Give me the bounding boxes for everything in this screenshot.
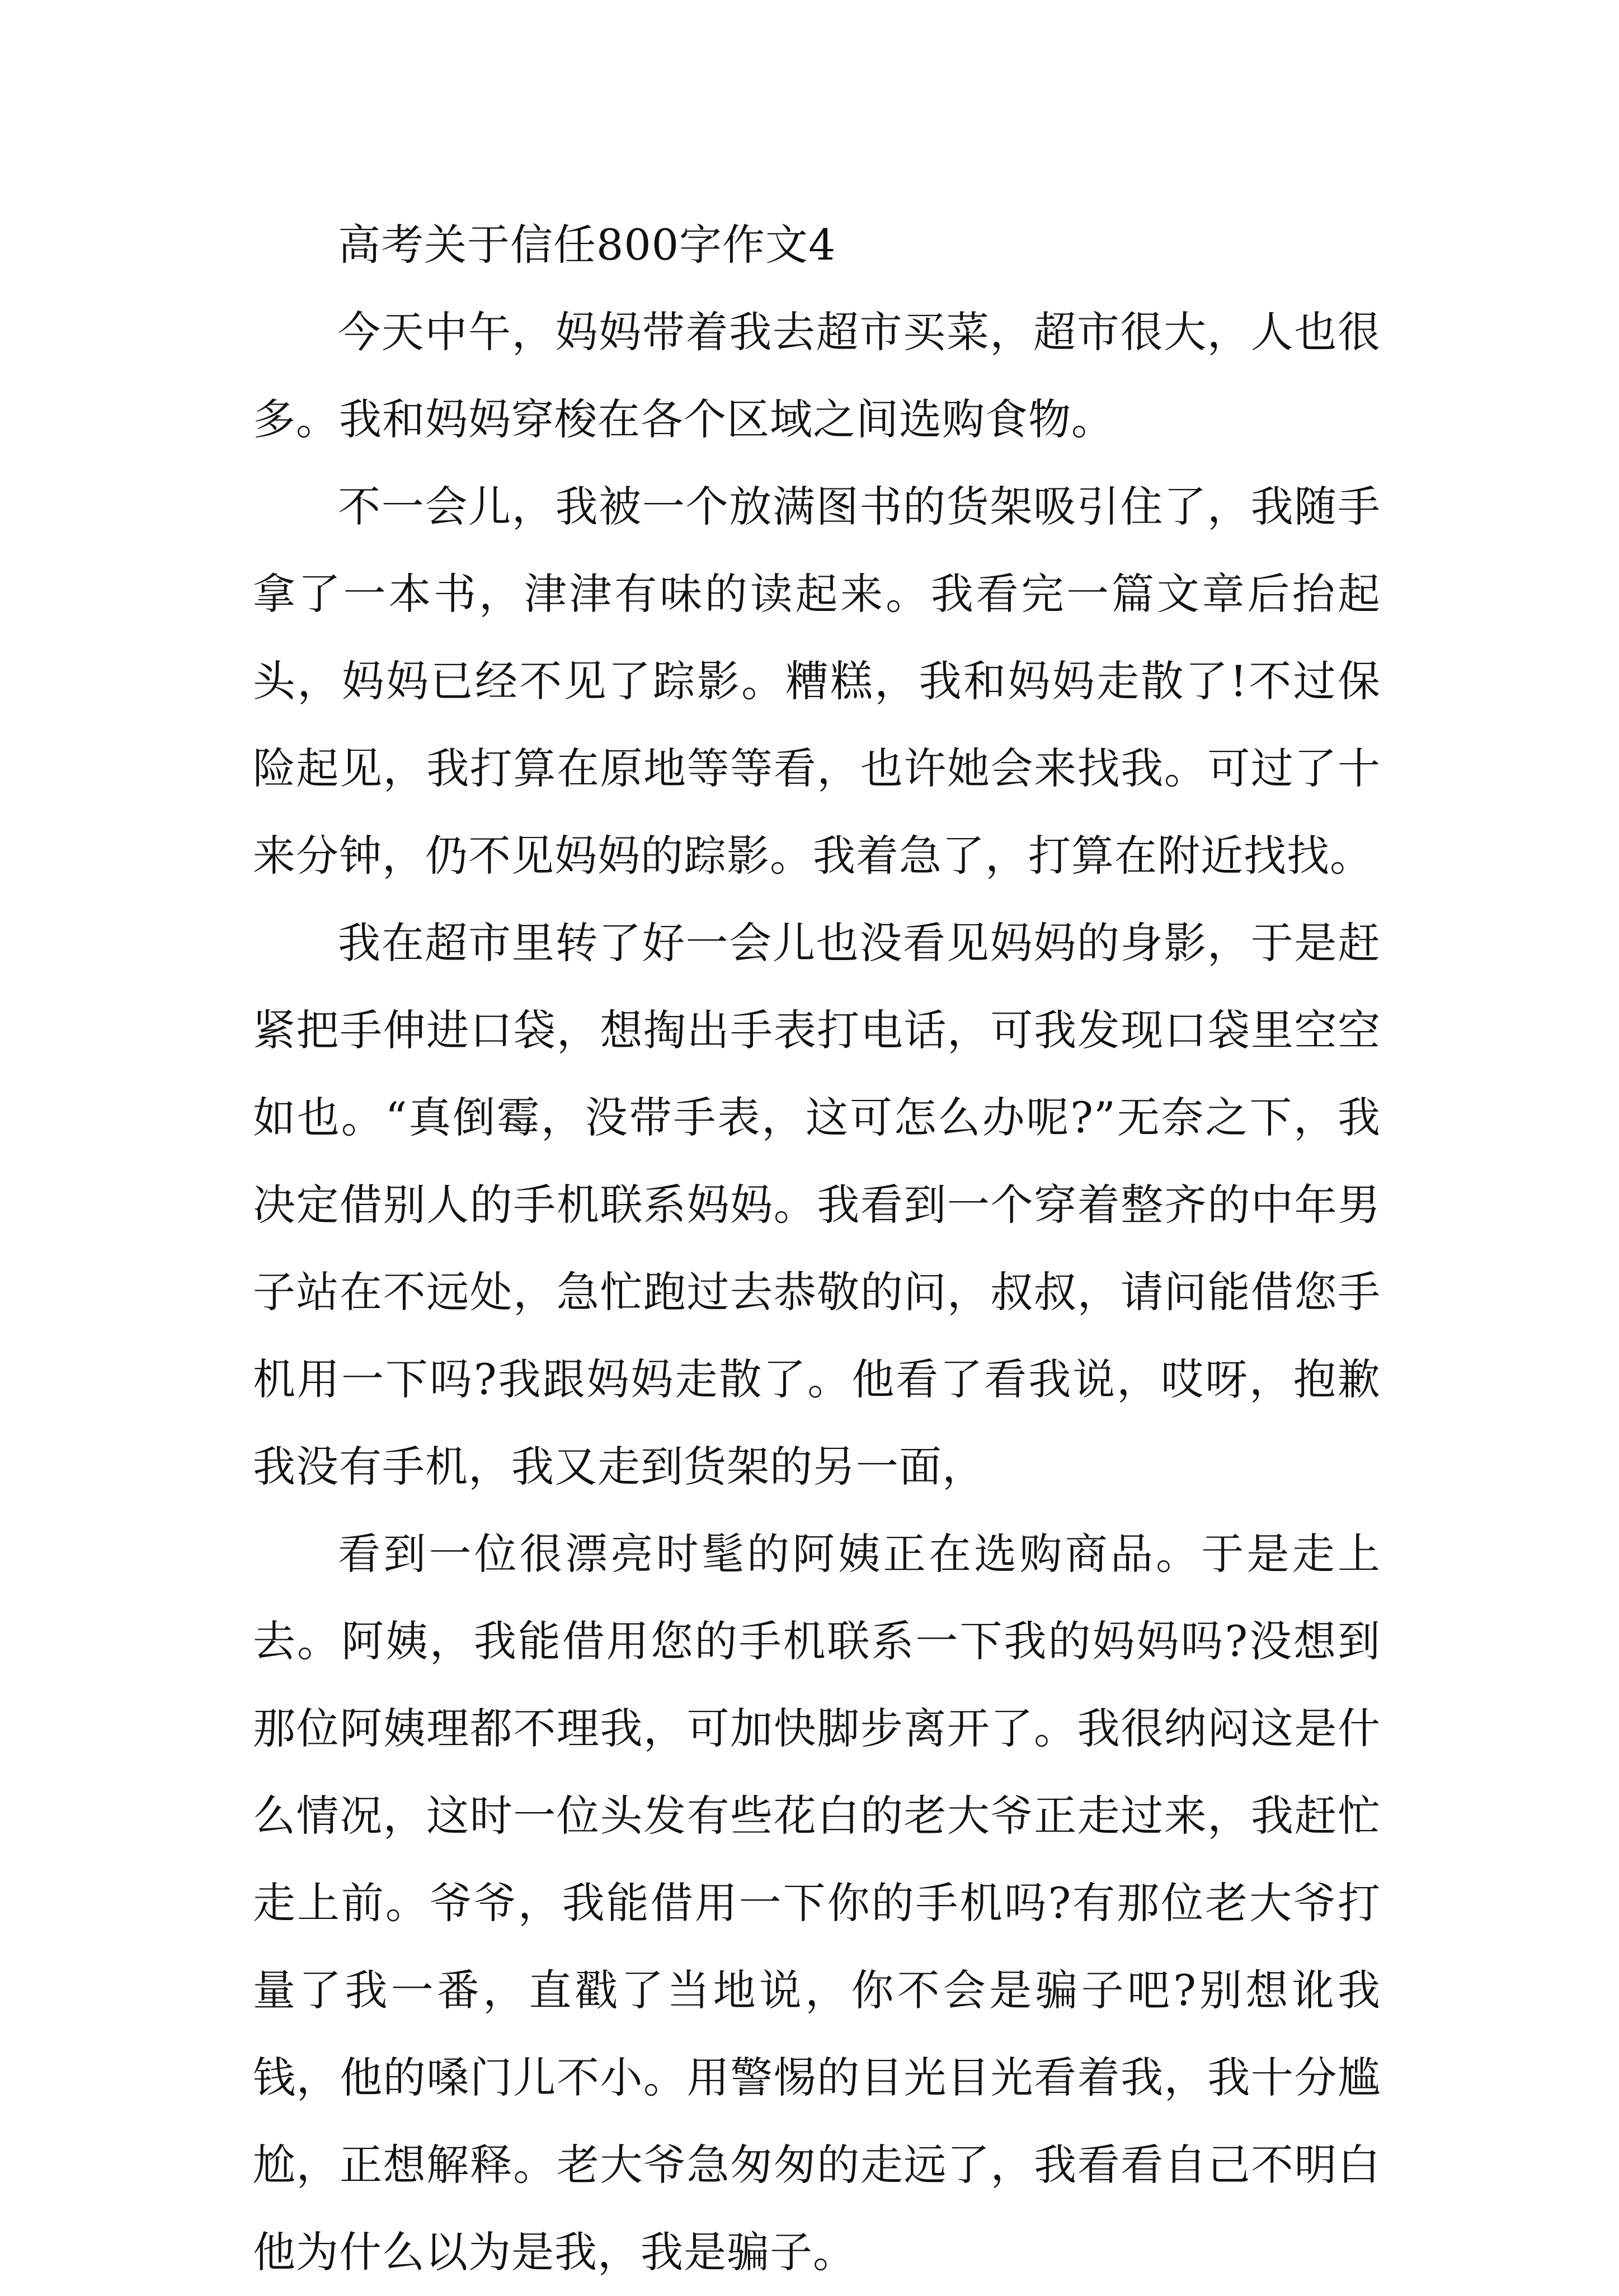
paragraph-4: 看到一位很漂亮时髦的阿姨正在选购商品。于是走上去。阿姨，我能借用您的手机联系一下我的妈妈吗?没想到那位阿姨理都不理我，可加快脚步离开了。我很纳闷这是什么情况，这时一位头发有些花白的老大爷正走过来，我赶忙走上前。爷爷，我能借用一下你的手机吗?有那位老大爷打量了我一番，直戳了当地说，你不会是骗子吧?别想讹我钱，他的嗓门儿不小。用警惕的目光目光看着我，我十分尴尬，正想解释。老大爷急匆匆的走远了，我看看自己不明白他为什么以为是我，我是骗子。 (253, 1529, 1381, 2277)
paragraph-3: 我在超市里转了好一会儿也没看见妈妈的身影，于是赶紧把手伸进口袋，想掏出手表打电话，可我发现口袋里空空如也。“真倒霉，没带手表，这可怎么办呢?”无奈之下，我决定借别人的手机联系妈妈。我看到一个穿着整齐的中年男子站在不远处，急忙跑过去恭敬的问，叔叔，请问能借您手机用一下吗?我跟妈妈走散了。他看了看我说，哎呀，抱歉我没有手机，我又走到货架的另一面， (253, 918, 1381, 1492)
paragraph-1: 今天中午，妈妈带着我去超市买菜，超市很大，人也很多。我和妈妈穿梭在各个区域之间选购食物。 (253, 307, 1381, 444)
essay-title: 高考关于信任800字作文4 (338, 220, 836, 270)
essay-body (253, 201, 1381, 2296)
paragraph-2: 不一会儿，我被一个放满图书的货架吸引住了，我随手拿了一本书，津津有味的读起来。我看完一篇文章后抬起头，妈妈已经不见了踪影。糟糕，我和妈妈走散了!不过保险起见，我打算在原地等等看，也许她会来找我。可过了十来分钟，仍不见妈妈的踪影。我着急了，打算在附近找找。 (253, 482, 1381, 881)
